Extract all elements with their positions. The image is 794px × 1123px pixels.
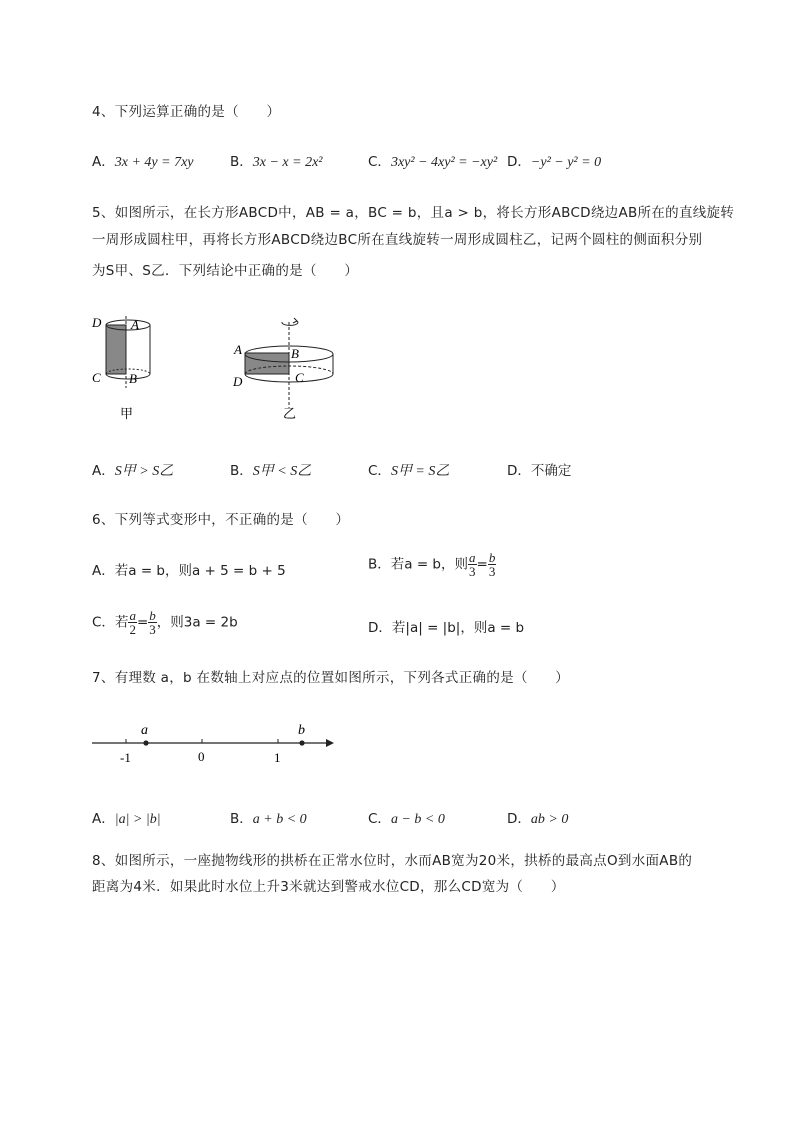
q7-option-b-label: B． xyxy=(230,811,253,827)
q6-option-c-pre: 若 xyxy=(114,614,129,631)
q7-option-a-expr: |a| > |b| xyxy=(114,812,161,827)
tick-label-0: 0 xyxy=(198,749,205,764)
q4-option-d-label: D． xyxy=(507,154,531,170)
q5-option-c[interactable] xyxy=(368,459,449,480)
q4-option-c-label: C． xyxy=(368,154,391,170)
q5-stem-line2: 一周形成圆柱甲，再将长方形ABCD绕边BC所在直线旋转一周形成圆柱乙，记两个圆柱的侧面积分别 xyxy=(92,232,703,248)
q5-option-d-expr: 不确定 xyxy=(530,463,572,479)
q6-option-b-fraction-1 xyxy=(468,551,477,578)
fig1-label-b: B xyxy=(129,371,137,386)
q5-option-d-label: D． xyxy=(507,463,531,479)
q5-option-c-label: C． xyxy=(368,463,391,479)
fraction-denominator: 3 xyxy=(469,564,476,579)
q6-option-c-fraction-2 xyxy=(148,609,157,636)
q4-option-b[interactable] xyxy=(230,150,323,171)
q4-option-a-expr: 3x + 4y = 7xy xyxy=(114,155,194,170)
q6-option-b-fraction-2 xyxy=(488,551,497,578)
fraction-denominator: 3 xyxy=(149,622,156,637)
fig1-caption: 甲 xyxy=(120,406,134,421)
fraction-denominator: 3 xyxy=(488,564,496,579)
fig2-caption: 乙 xyxy=(283,406,297,421)
q6-option-c-post: ，则3a = 2b xyxy=(156,614,238,631)
q6-option-b-eq: = xyxy=(476,556,488,573)
q8-stem-line1: 8、如图所示，一座抛物线形的拱桥在正常水位时，水而AB宽为20米，拱桥的最高点O到水面AB的 xyxy=(92,853,693,869)
q7-option-b[interactable] xyxy=(230,807,307,828)
fig2-label-b: B xyxy=(291,346,299,361)
q6-option-a-expr: 若a = b，则a + 5 = b + 5 xyxy=(114,563,286,579)
point-b xyxy=(299,740,304,745)
axis-label-b: b xyxy=(298,723,305,738)
tick-label-minus-1: -1 xyxy=(120,750,131,765)
q7-option-a[interactable] xyxy=(92,807,161,828)
q8-stem-line2: 距离为4米．如果此时水位上升3米就达到警戒水位CD，那么CD宽为（ ） xyxy=(92,879,565,895)
axis-label-a: a xyxy=(141,723,148,738)
cylinder-jia xyxy=(106,316,150,388)
q5-option-a[interactable] xyxy=(92,459,173,480)
fig1-label-a: A xyxy=(131,317,139,332)
q6-option-b-pre: 若a = b，则 xyxy=(390,556,469,573)
q5-option-b-label: B． xyxy=(230,463,253,479)
q7-option-b-expr: a + b < 0 xyxy=(252,812,307,827)
q6-stem: 6、下列等式变形中，不正确的是（ ） xyxy=(92,512,350,528)
q7-option-a-label: A． xyxy=(92,811,115,827)
q4-option-b-label: B． xyxy=(230,154,253,170)
fraction-numerator: b xyxy=(488,550,496,565)
q6-option-b[interactable] xyxy=(368,551,496,578)
q5-option-b-expr: S甲 < S乙 xyxy=(252,464,312,479)
q4-option-d-expr: −y² − y² = 0 xyxy=(530,155,602,170)
q4-stem: 4、下列运算正确的是（ ） xyxy=(92,104,281,120)
q6-option-c[interactable] xyxy=(92,609,238,636)
point-a xyxy=(143,740,148,745)
q6-option-a-label: A． xyxy=(92,563,115,579)
fig2-label-c: C xyxy=(295,370,304,385)
q5-option-d[interactable] xyxy=(507,459,571,479)
q6-option-d[interactable] xyxy=(368,616,524,636)
fig1-label-d: D xyxy=(92,315,102,330)
q6-option-c-label: C． xyxy=(92,614,115,631)
q6-option-a[interactable] xyxy=(92,559,286,579)
q6-option-d-label: D． xyxy=(368,620,392,636)
fraction-numerator: a xyxy=(129,608,136,623)
cylinder-yi xyxy=(245,318,333,408)
q5-option-a-label: A． xyxy=(92,463,115,479)
q5-stem-line3: 为S甲、S乙．下列结论中正确的是（ ） xyxy=(92,263,359,279)
q4-option-b-expr: 3x − x = 2x² xyxy=(252,155,323,170)
q7-stem: 7、有理数 a，b 在数轴上对应点的位置如图所示，下列各式正确的是（ ） xyxy=(92,670,570,686)
q5-option-b[interactable] xyxy=(230,459,311,480)
q7-option-c-expr: a − b < 0 xyxy=(390,812,445,827)
q7-option-d[interactable] xyxy=(507,807,568,828)
fraction-numerator: b xyxy=(149,608,156,623)
fig2-label-d: D xyxy=(233,374,243,389)
fraction-numerator: a xyxy=(469,550,476,565)
q4-option-c-expr: 3xy² − 4xy² = −xy² xyxy=(390,155,498,170)
fraction-denominator: 2 xyxy=(129,622,136,637)
q6-option-b-label: B． xyxy=(368,556,391,573)
fig2-label-a: A xyxy=(234,342,242,357)
q7-option-c[interactable] xyxy=(368,807,445,828)
q4-option-a-label: A． xyxy=(92,154,115,170)
q7-option-d-label: D． xyxy=(507,811,531,827)
number-line xyxy=(88,718,348,770)
q4-option-c[interactable] xyxy=(368,150,497,171)
q5-stem-line1: 5、如图所示，在长方形ABCD中，AB = a，BC = b，且a > b，将长方形ABCD绕边AB所在的直线旋转 xyxy=(92,205,735,221)
arrow-icon xyxy=(326,739,334,747)
q5-option-a-expr: S甲 > S乙 xyxy=(114,464,174,479)
q6-option-d-expr: 若|a| = |b|，则a = b xyxy=(391,620,525,636)
q7-option-d-expr: ab > 0 xyxy=(530,812,569,827)
q4-option-d[interactable] xyxy=(507,150,601,171)
q5-option-c-expr: S甲 = S乙 xyxy=(390,464,450,479)
tick-label-1: 1 xyxy=(274,750,281,765)
q7-option-c-label: C． xyxy=(368,811,391,827)
q5-figure xyxy=(85,308,365,428)
q6-option-c-eq: = xyxy=(136,614,149,631)
fig1-label-c: C xyxy=(92,370,101,385)
q4-option-a[interactable] xyxy=(92,150,194,171)
q6-option-c-fraction-1 xyxy=(128,609,137,636)
